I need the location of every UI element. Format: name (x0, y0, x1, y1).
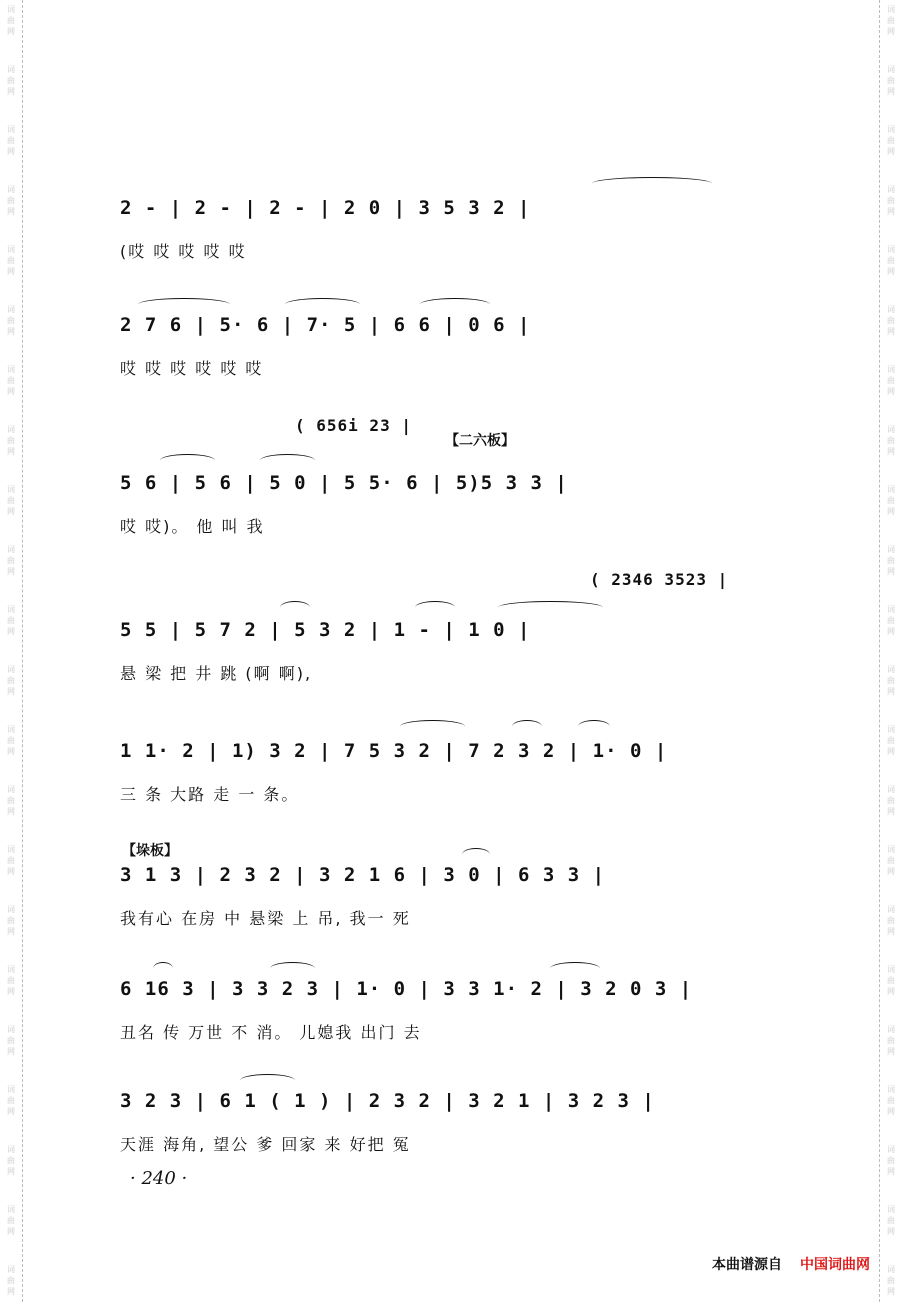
watermark-text: 词 曲 网 (7, 1145, 15, 1176)
slur (550, 962, 600, 975)
watermark-text: 词 曲 网 (7, 545, 15, 576)
slur (592, 177, 712, 190)
watermark-text: 词 曲 网 (887, 545, 895, 576)
watermark-text: 词 曲 网 (887, 245, 895, 276)
watermark-text: 词 曲 网 (7, 425, 15, 456)
watermark-text: 词 曲 网 (887, 305, 895, 336)
watermark-text: 词 曲 网 (7, 725, 15, 756)
watermark-text: 词 曲 网 (7, 665, 15, 696)
notes: 3 2 3 | 6 1 ( 1 ) | 2 3 2 | 3 2 1 | 3 2 3 | (120, 1090, 655, 1112)
watermark-text: 词 曲 网 (887, 1205, 895, 1236)
watermark-text: 词 曲 网 (887, 1085, 895, 1116)
notes: 3 1 3 | 2 3 2 | 3 2 1 6 | 3 0 | 6 3 3 | (120, 864, 606, 886)
watermark-text: 词 曲 网 (887, 5, 895, 36)
watermark-text: 词 曲 网 (7, 125, 15, 156)
watermark-text: 词 曲 网 (7, 1265, 15, 1296)
watermark-text: 词 曲 网 (887, 605, 895, 636)
upper-passage: ( 656i 23 | (295, 416, 412, 435)
page-number: · 240 · (130, 1168, 188, 1189)
watermark-text: 词 曲 网 (887, 665, 895, 696)
slur (280, 601, 310, 614)
notes: 2 7 6 | 5· 6 | 7· 5 | 6 6 | 0 6 | (120, 314, 531, 336)
footer-source-site[interactable]: 中国词曲网 (800, 1257, 870, 1273)
watermark-text: 词 曲 网 (7, 845, 15, 876)
slur (512, 720, 542, 733)
lyrics: 悬 梁 把 井 跳 (啊 啊), (120, 664, 313, 683)
watermark-text: 词 曲 网 (7, 605, 15, 636)
slur (138, 298, 230, 311)
slur (420, 298, 490, 311)
footer-credit (712, 1254, 870, 1274)
slur (160, 454, 215, 467)
watermark-text: 词 曲 网 (7, 965, 15, 996)
slur (285, 298, 360, 311)
watermark-text: 词 曲 网 (7, 785, 15, 816)
watermark-text: 词 曲 网 (7, 1025, 15, 1056)
watermark-text: 词 曲 网 (7, 905, 15, 936)
watermark-text: 词 曲 网 (7, 485, 15, 516)
watermark-text: 词 曲 网 (887, 845, 895, 876)
slur (260, 454, 315, 467)
watermark-text: 词 曲 网 (887, 725, 895, 756)
footer-source-label: 本曲谱源自 (712, 1257, 782, 1273)
watermark-text: 词 曲 网 (887, 965, 895, 996)
watermark-text: 词 曲 网 (887, 785, 895, 816)
slur (498, 601, 603, 614)
slur (462, 848, 490, 861)
slur (240, 1074, 295, 1087)
section-marker-ershiliu: 【二六板】 (445, 433, 515, 449)
watermark-text: 词 曲 网 (7, 305, 15, 336)
slur (578, 720, 610, 733)
slur (400, 720, 465, 733)
watermark-text: 词 曲 网 (7, 65, 15, 96)
upper-passage: ( 2346 3523 | (590, 570, 729, 589)
slur (415, 601, 455, 614)
watermark-text: 词 曲 网 (887, 65, 895, 96)
lyrics: 三 条 大路 走 一 条。 (120, 785, 300, 804)
notes: 5 6 | 5 6 | 5 0 | 5 5· 6 | 5)5 3 3 | (120, 472, 568, 494)
watermark-text: 词 曲 网 (887, 1265, 895, 1296)
notes: 5 5 | 5 7 2 | 5 3 2 | 1 - | 1 0 | (120, 619, 531, 641)
watermark-text: 词 曲 网 (7, 5, 15, 36)
notes: 2 - | 2 - | 2 - | 2 0 | 3 5 3 2 | (120, 197, 531, 219)
watermark-text: 词 曲 网 (887, 1025, 895, 1056)
slur (153, 962, 173, 975)
lyrics: 哎 哎 哎 哎 哎 哎 (120, 359, 264, 378)
watermark-text: 词 曲 网 (7, 365, 15, 396)
watermark-text: 词 曲 网 (7, 1085, 15, 1116)
watermark-text: 词 曲 网 (7, 245, 15, 276)
watermark-text: 词 曲 网 (887, 905, 895, 936)
lyrics: 哎 哎)。 他 叫 我 (120, 517, 265, 536)
watermark-text: 词 曲 网 (887, 365, 895, 396)
lyrics: 我有心 在房 中 悬梁 上 吊, 我一 死 (120, 909, 411, 928)
lyrics: 天涯 海角, 望公 爹 回家 来 好把 冤 (120, 1135, 411, 1154)
watermark-text: 词 曲 网 (7, 1205, 15, 1236)
watermark-text: 词 曲 网 (887, 425, 895, 456)
notes: 1 1· 2 | 1) 3 2 | 7 5 3 2 | 7 2 3 2 | 1· 0 | (120, 740, 668, 762)
notes: 6 16 3 | 3 3 2 3 | 1· 0 | 3 3 1· 2 | 3 2 0 3 | (120, 978, 693, 1000)
slur (270, 962, 315, 975)
watermark-text: 词 曲 网 (887, 125, 895, 156)
section-marker-duoban: 【垛板】 (122, 843, 178, 859)
watermark-text: 词 曲 网 (887, 1145, 895, 1176)
watermark-text: 词 曲 网 (887, 485, 895, 516)
lyrics: (哎 哎 哎 哎 哎 (120, 242, 247, 261)
watermark-text: 词 曲 网 (887, 185, 895, 216)
watermark-text: 词 曲 网 (7, 185, 15, 216)
lyrics: 丑名 传 万世 不 消。 儿媳我 出门 去 (120, 1023, 422, 1042)
